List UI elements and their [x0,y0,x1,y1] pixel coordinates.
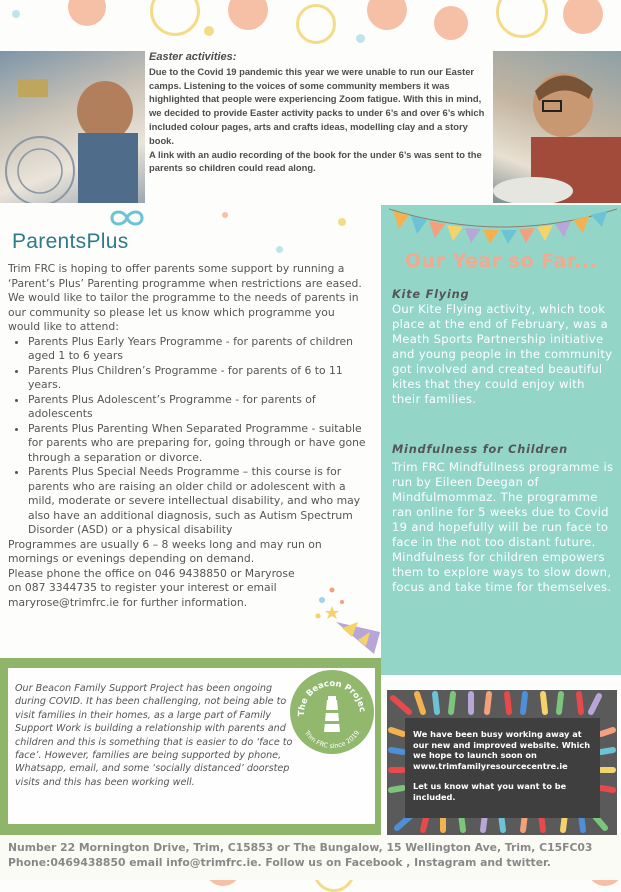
lighthouse-icon [324,696,340,732]
our-year-panel [381,205,621,675]
logo-word-parents: Parents [12,230,87,253]
mindfulness-text-1: Trim FRC Mindfullness programme is run by Eileen Deegan of Mindfulmommaz. The programme ran online for 5 weeks due to Covid 19 and hopefully will be run face to face in the not too distant future. [392,460,614,549]
easter-title: Easter activities: [149,51,237,63]
logo-text-bottom: Trim FRC since 2019 [302,729,362,751]
logo-word-plus: Plus [86,230,129,253]
list-item: • Parents Plus Early Years Programme - for parents of children aged 1 to 6 years [28,335,368,364]
parents-plus-outro-2: Please phone the office on 046 9438850 or Maryrose on 087 3344735 to register your interest or email maryrose@trimfrc.ie for further information. [8,566,295,609]
website-announcement-1: We have been busy working away at our new and improved website. Which we hope to launch soon on www.trimfamilyresourcecentre.ie [413,729,591,771]
list-item: • Parents Plus Children’s Programme - for parents of 6 to 11 years. [28,364,368,393]
kite-flying-text: Our Kite Flying activity, which took place at the end of February, was a Meath Sports Partnership initiative and young people in the community got involved and created beautiful kites that they could enjoy with their families. [392,302,613,406]
programme-list [8,335,368,538]
parents-plus-outro-1: Programmes are usually 6 – 8 weeks long and may run on mornings or evenings depending on demand. [8,537,322,565]
list-item: • Parents Plus Parenting When Separated Programme - suitable for parents who are preparing for, going through or have gone through a separation or divorce. [28,422,368,466]
parents-plus-section [8,262,368,610]
our-year-title: Our Year so Far... [404,250,598,272]
list-item: • Parents Plus Adolescent’s Programme - for parents of adolescents [28,393,368,422]
easter-body: Due to the Covid 19 pandemic this year we were unable to run our Easter camps. Listening to the voices of some community members it was highlighted that people were experiencing Zoom fatigue. With this in mind, we decided to provide Easter activity packs to under 6’s and over 6’s which included colour pages, arts and crafts ideas, modelling clay and a story book. [149,65,485,146]
mindfulness-text-2: Mindfulness for children empowers them to explore ways to slow down, focus and take time for themselves. [392,550,612,594]
mindfulness-text [392,460,617,595]
list-item: • Parents Plus Special Needs Programme – this course is for parents who are raising an older child or adolescent with a mild, moderate or severe intellectual disability, and who may also have an additional diagnosis, such as Autism Spectrum Disorder (ASD) or a physical disability [28,465,368,538]
easter-body-2: A link with an audio recording of the book for the under 6’s was sent to the parents so children could read along. [149,148,482,174]
child-crafts-photo-left [0,51,145,203]
footer-contact [8,840,618,870]
logo-text-top: The Beacon Projec [296,678,367,717]
party-popper-icon [312,582,382,660]
parents-plus-logo-icon [108,208,146,232]
website-announcement [413,729,598,803]
footer-address: Number 22 Mornington Drive, Trim, C15853 or The Bungalow, 15 Wellington Ave, Trim, C15FC03 [8,841,593,854]
parents-plus-logo [12,230,129,254]
beacon-project-logo [290,670,374,754]
website-announcement-2: Let us know what you want to be included. [413,781,567,802]
footer-phone-email: Phone:0469438850 email info@trimfrc.ie. Follow us on Facebook , Instagram and twitter. [8,856,551,869]
parents-plus-intro: Trim FRC is hoping to offer parents some support by running a ‘Parent’s Plus’ Parenting programme when restrictions are eased. We would like to tailor the programme to the needs of parents in our community so please let us know which programme you would like to attend: [8,262,362,333]
easter-activities-section [149,51,491,175]
kite-flying-heading: Kite Flying [392,288,470,301]
mindfulness-heading: Mindfulness for Children [392,443,568,456]
child-crafts-photo-right [493,51,621,203]
beacon-project-text: Our Beacon Family Support Project has been ongoing during COVID. It has been challenging, not being able to visit families in their homes, as a large part of Family Support Work is building a relationship with parents and children and this is something that is easier to do ‘face to face’. However, families are being supported by phone, Whatsapp, email, and some ‘socially distanced’ doorstep visits and this has been working well. [15,683,293,788]
